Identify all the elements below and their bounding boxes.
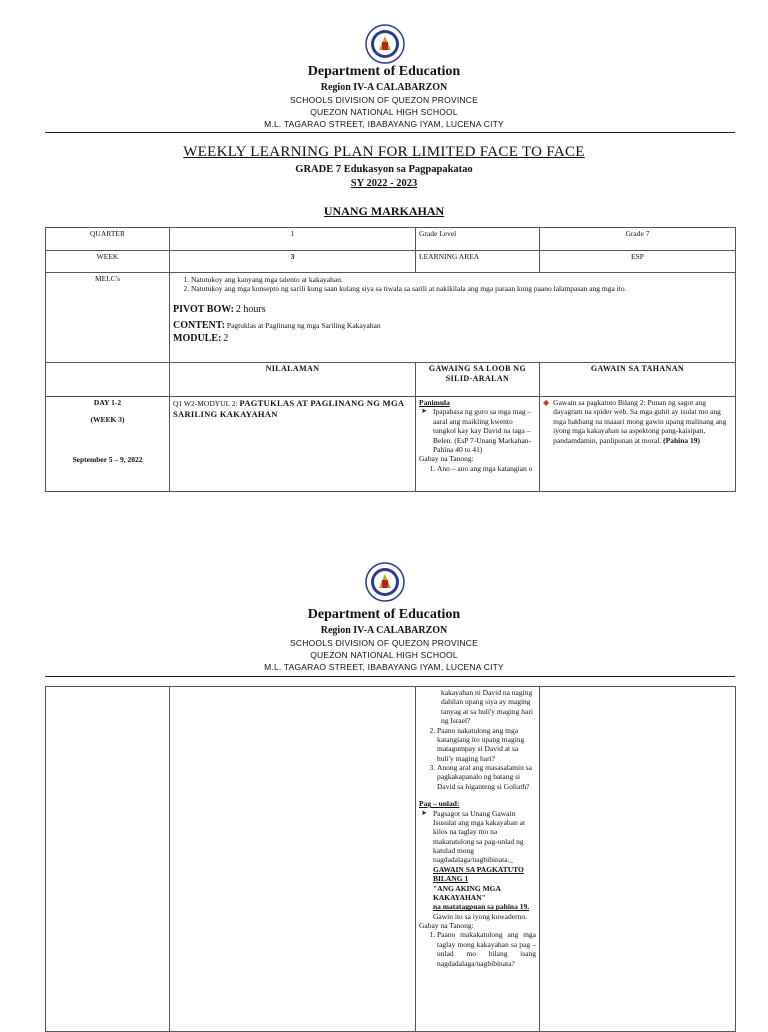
region: Region IV-A CALABARZON [320,82,448,93]
region: Region IV-A CALABARZON [320,625,448,636]
grade-level-label: Grade Level [416,228,540,251]
dept-name: Department of Education [307,64,461,79]
pivot-label: PIVOT BOW: [173,303,235,315]
plan-table-continued [45,686,736,1032]
pag-unlad-item [433,809,536,922]
gawain-title: GAWAIN SA PAGKATUTO BILANG 1 [433,864,524,884]
panimula-item: ➤ Ipapabasa ng guro sa mga mag – aaral ang maikling kwento tungkol kay kay David na taga – Belen. (EsP 7-Unang Markahan- Pahina 40 to 41) [433,407,536,454]
question-continuation: kakayahan ni David na naging dahilan upang siya ay maging tanyag at sa huli'y maging hari ng Israel? [441,688,533,726]
school: QUEZON NATIONAL HIGH SCHOOL [310,650,458,660]
quarter-label: QUARTER [46,228,170,251]
week-note: (WEEK 3) [90,415,125,425]
col-tahanan: GAWAIN SA TAHANAN [540,363,736,397]
plan-sy: SY 2022 - 2023 [350,178,418,189]
division: SCHOOLS DIVISION OF QUEZON PROVINCE [290,638,478,648]
tahanan-desc: Gawain sa pagkatuto Bilang 2: Punan ng sagot ang dayagram na spider web. Sa mga guhit ay isulat mo ang mga hakbang na maaari mong gawin upang malinang ang iyong mga kakayahan sa aspektong pang-kaisipan, pandamdamin, panlipunan at moral. [553,398,727,445]
plan-title: WEEKLY LEARNING PLAN FOR LIMITED FACE TO FACE [183,144,585,160]
panimula-heading: Panimula [419,398,450,407]
module-prefix: Q1 W2-MODYUL 2: [173,399,240,408]
content-label: CONTENT: [173,320,226,332]
pag-unlad-text: Isusulat ang mga kakayahan at kilos na taglay mo na makatutulong sa pag-unlad ng katulad mong nagdadalaga/nagbibinata._ [433,817,526,865]
melc-label: MELC's [46,273,170,363]
deped-seal-icon [365,562,405,602]
date-range: September 5 – 9, 2022 [72,454,143,464]
tahanan-ref: (Pahina 19) [663,435,701,445]
bullet-icon: ◆ [543,398,550,407]
division: SCHOOLS DIVISION OF QUEZON PROVINCE [290,95,478,105]
pag-unlad-heading: Pag – unlad: [419,799,460,809]
gabay-label: Gabay na Tanong: [419,921,474,930]
continued-row [46,687,736,1032]
school: QUEZON NATIONAL HIGH SCHOOL [310,107,458,117]
question-item: 2. Paano nakatulong ang mga katangiang ito upang maging matagumpay si David at sa huli'y maging hari? [437,726,536,764]
col-loob: GAWAING SA LOOB NG SILID-ARALAN [416,363,540,397]
gawin-note: Gawin ito sa iyong kuwaderno. [433,911,527,921]
col-nilalaman: NILALAMAN [170,363,416,397]
day-label: DAY 1-2 [93,398,122,407]
question-list [419,726,536,792]
loob-cell-continued [416,687,540,1032]
address: M.L. TAGARAO STREET, IBABAYANG IYAM, LUCENA CITY [264,662,504,672]
question-item: 1. Paano makakatulong ang mga taglay mong kakayahan sa pag – unlad mo bilang isang nagdadalaga/nagbibinata? [437,930,536,968]
grade-level-value: Grade 7 [540,228,736,251]
gabay-label: Gabay na Tanong: [419,454,474,464]
melc-item: 2. Natutukoy ang mga konsepto ng sarili kung saan kulang siya sa tiwala sa sarili at nakikilala ang mga paraan kung paano lalampasan ang mga ito. [191,284,732,293]
quarter-value: 1 [170,228,416,251]
question-item: 1. Ano – ano ang mga katangian o [437,464,536,473]
module-label: MODULE: [173,332,222,344]
pivot-value: 2 hours [235,303,266,315]
week-value: 3 [170,251,416,273]
header-divider [45,676,735,677]
module-value: 2 [223,332,229,344]
module-title: PAGTUKLAS AT PAGLINANG NG MGA SARILING KAKAYAHAN [173,398,404,419]
dept-name: Department of Education [307,607,461,622]
quarter-heading: UNANG MARKAHAN [323,204,445,218]
melc-item: 1. Natutukoy ang kanyang mga talento at kakayahan. [191,275,732,284]
address: M.L. TAGARAO STREET, IBABAYANG IYAM, LUCENA CITY [264,119,504,129]
learning-area-label: LEARNING AREA [416,251,540,273]
final-question-list [419,930,536,968]
week-label: WEEK [46,251,170,273]
content-value: Pagtuklas at Paglinang ng mga Sariling Kakayahan [226,321,381,331]
pag-unlad-list [419,809,536,922]
learning-area-value: ESP [540,251,736,273]
pag-unlad-intro: ➤ Pagsagot sa Unang Gawain [433,808,516,818]
plan-grade: GRADE 7 Edukasyon sa Pagpapakatao [295,164,473,175]
gawain-location: na matatagpuan sa pahina 19. [433,902,530,912]
gawain-quote: "ANG AKING MGA KAKAYAHAN" [433,883,501,902]
question-item: 3. Anong aral ang masasalamin sa pagkakapanalo ng batang si David sa higanteng si Goliath? [437,763,536,791]
